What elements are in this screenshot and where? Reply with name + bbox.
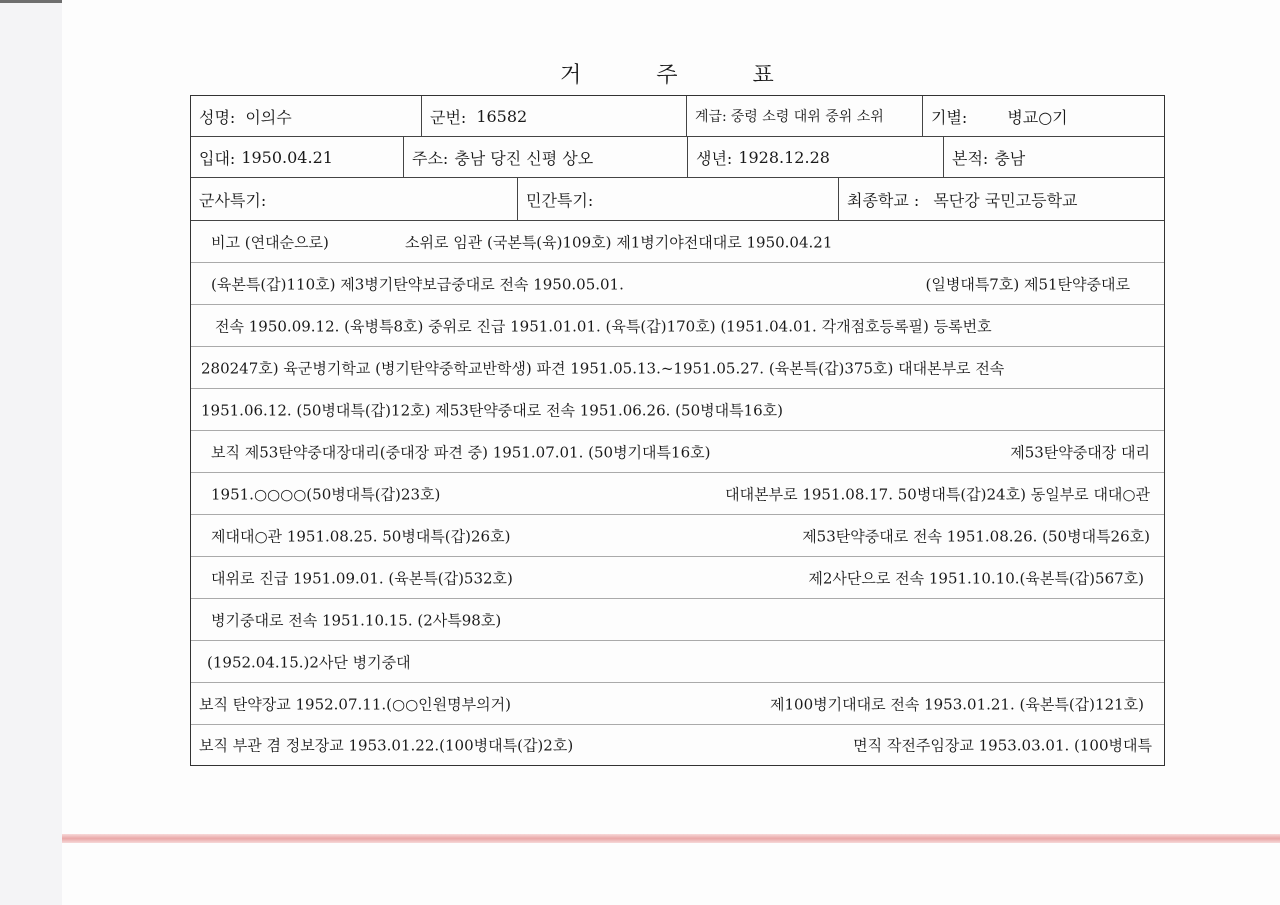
service-no-cell xyxy=(422,96,687,136)
page-edge-band xyxy=(62,834,1280,843)
remark-left: (육본특(갑)110호) 제3병기탄약보급중대로 전속 1950.05.01. xyxy=(211,275,624,293)
remark-row xyxy=(191,515,1164,557)
remark-left: 병기중대로 전속 1951.10.15. (2사특98호) xyxy=(211,611,502,629)
remark-left: 전속 1950.09.12. (육병특8호) 중위로 진급 1951.01.01. (육특(갑)170호) (1951.04.01. 각개점호등록필) 등록번호 xyxy=(215,317,992,335)
branch-value: 병교○기 xyxy=(1007,107,1068,127)
header-row-2 xyxy=(191,137,1164,178)
remark-row xyxy=(191,473,1164,515)
header-row-1 xyxy=(191,96,1164,137)
remark-row xyxy=(191,599,1164,641)
remark-row xyxy=(191,641,1164,683)
address-label: 주소: xyxy=(412,148,449,168)
service-no-value: 16582 xyxy=(476,106,528,126)
remark-right: 제100병기대대로 전속 1953.01.21. (육본특(갑)121호) xyxy=(770,695,1144,713)
mil-skill-cell xyxy=(191,178,518,220)
record-form xyxy=(190,95,1165,766)
remark-left: 비고 (연대순으로) xyxy=(211,233,329,251)
enlist-cell xyxy=(191,137,404,177)
remark-right: 제53탄약중대로 전속 1951.08.26. (50병대특26호) xyxy=(802,527,1150,545)
rank-label: 계급: xyxy=(695,109,727,125)
civ-skill-label: 민간특기: xyxy=(526,190,594,210)
remark-right: 제53탄약중대장 대리 xyxy=(1010,443,1150,461)
mil-skill-label: 군사특기: xyxy=(199,190,267,210)
address-cell xyxy=(404,137,688,177)
remark-row xyxy=(191,221,1164,263)
remark-left: 1951.06.12. (50병대특(갑)12호) 제53탄약중대로 전속 1951.06.26. (50병대특16호) xyxy=(201,401,784,419)
origin-value: 충남 xyxy=(994,148,1026,168)
rank-value: 중령 소령 대위 중위 소위 xyxy=(730,109,884,125)
address-value: 충남 당진 신평 상오 xyxy=(454,148,594,168)
remark-row xyxy=(191,305,1164,347)
enlist-value: 1950.04.21 xyxy=(241,147,333,167)
birth-value: 1928.12.28 xyxy=(738,147,830,167)
remark-row xyxy=(191,263,1164,305)
remark-row xyxy=(191,431,1164,473)
remark-right: (일병대특7호) 제51탄약중대로 xyxy=(925,275,1130,293)
remark-left: 대위로 진급 1951.09.01. (육본특(갑)532호) xyxy=(211,569,513,587)
name-cell xyxy=(191,96,422,136)
origin-label: 본적: xyxy=(952,148,989,168)
birth-label: 생년: xyxy=(696,148,733,168)
remark-left: 보직 제53탄약중대장대리(중대장 파견 중) 1951.07.01. (50병기대특16호) xyxy=(211,443,711,461)
remark-row xyxy=(191,347,1164,389)
remark-right: 제2사단으로 전속 1951.10.10.(육본특(갑)567호) xyxy=(808,569,1144,587)
remark-left: 1951.○○○○(50병대특(갑)23호) xyxy=(211,485,441,503)
school-label: 최종학교 : xyxy=(847,190,920,210)
remark-row xyxy=(191,557,1164,599)
header-row-3 xyxy=(191,178,1164,221)
remark-row xyxy=(191,389,1164,431)
remark-mid: 소위로 임관 (국본특(육)109호) 제1병기야전대대로 1950.04.21 xyxy=(405,233,833,251)
remark-row xyxy=(191,683,1164,725)
remark-right: 면직 작전주임장교 1953.03.01. (100병대특 xyxy=(853,736,1152,755)
remark-left: 제대대○관 1951.08.25. 50병대특(갑)26호) xyxy=(211,527,511,545)
birth-cell xyxy=(688,137,944,177)
remark-left: 보직 부관 겸 정보장교 1953.01.22.(100병대특(갑)2호) xyxy=(199,736,574,755)
school-cell xyxy=(839,178,1164,220)
document-title: 거 주 표 xyxy=(560,63,808,88)
remark-left: (1952.04.15.)2사단 병기중대 xyxy=(207,653,411,671)
school-value: 목단강 국민고등학교 xyxy=(933,190,1078,210)
remark-left: 보직 탄약장교 1952.07.11.(○○인원명부의거) xyxy=(199,695,511,713)
service-no-label: 군번: xyxy=(430,107,467,127)
name-label: 성명: xyxy=(199,107,236,127)
name-value: 이의수 xyxy=(245,107,292,127)
rank-cell xyxy=(687,96,923,136)
civ-skill-cell xyxy=(518,178,839,220)
enlist-label: 입대: xyxy=(199,148,236,168)
remark-row xyxy=(191,725,1164,765)
remark-right: 대대본부로 1951.08.17. 50병대특(갑)24호) 동일부로 대대○관 xyxy=(725,485,1150,503)
branch-cell xyxy=(923,96,1164,136)
branch-label: 기별: xyxy=(931,107,968,127)
remark-left: 280247호) 육군병기학교 (병기탄약중학교반학생) 파견 1951.05.13.~1951.05.27. (육본특(갑)375호) 대대본부로 전속 xyxy=(201,359,1005,377)
origin-cell xyxy=(944,137,1164,177)
